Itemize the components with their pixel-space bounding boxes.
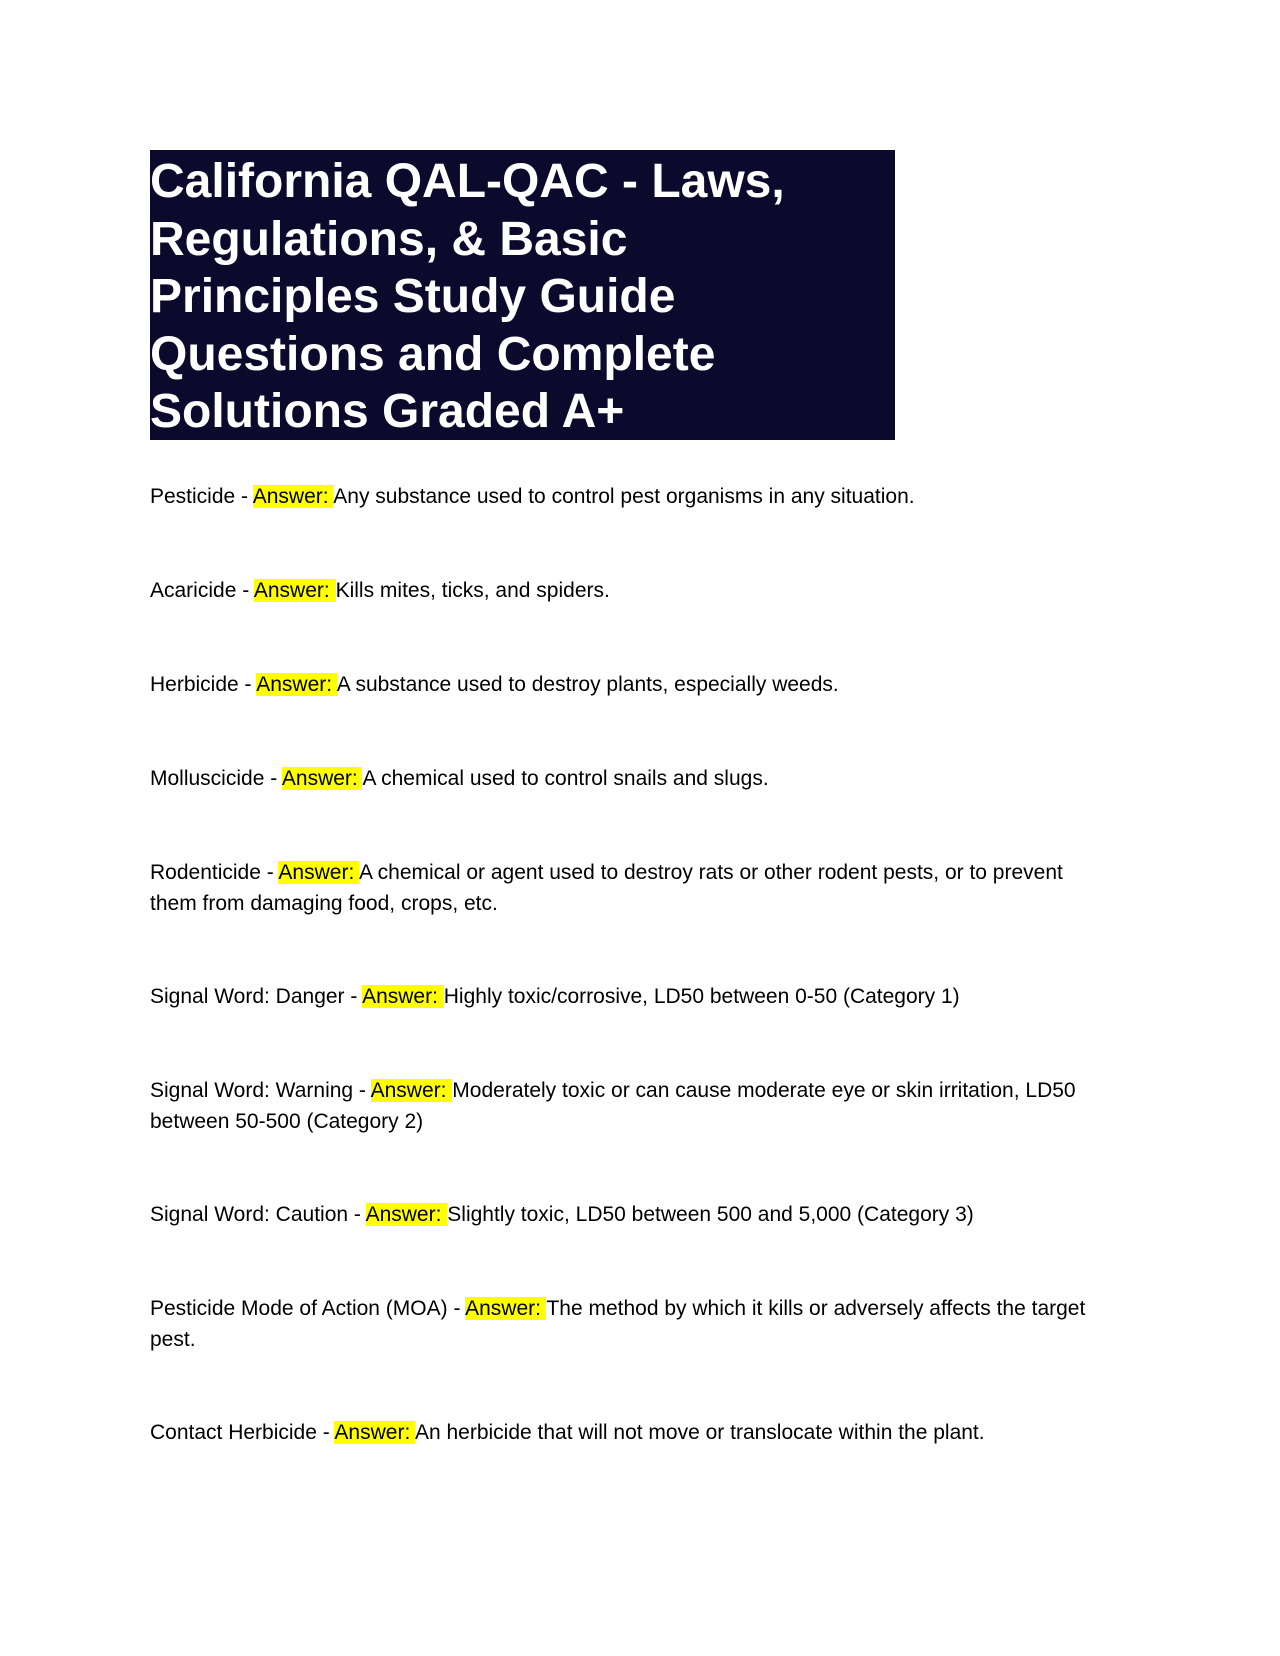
entry-term: Signal Word: Danger - xyxy=(150,985,363,1008)
answer-label: Answer: xyxy=(253,579,336,602)
qa-entry xyxy=(150,1294,1110,1355)
entry-term: Rodenticide - xyxy=(150,861,279,884)
entry-term: Signal Word: Caution - xyxy=(150,1203,366,1226)
entry-term: Pesticide - xyxy=(150,485,253,508)
qa-entry xyxy=(150,670,1110,701)
qa-entry xyxy=(150,982,1110,1013)
qa-entry xyxy=(150,858,1110,919)
entry-answer: A chemical used to control snails and slugs. xyxy=(362,767,769,790)
entry-term: Molluscicide - xyxy=(150,767,282,790)
entry-term: Contact Herbicide - xyxy=(150,1421,335,1444)
title-banner xyxy=(150,150,895,440)
entry-answer: Any substance used to control pest organisms in any situation. xyxy=(333,485,915,508)
entry-answer: Kills mites, ticks, and spiders. xyxy=(335,579,610,602)
entry-answer: A chemical or agent used to destroy rats or other rodent pests, or to prevent them from damaging food, crops, etc. xyxy=(150,861,1063,915)
qa-entry xyxy=(150,764,1110,795)
entry-answer: The method by which it kills or adversely affects the target pest. xyxy=(150,1297,1086,1351)
qa-entry xyxy=(150,576,1110,607)
answer-label: Answer: xyxy=(465,1297,547,1320)
document-title: California QAL-QAC - Laws, Regulations, & Basic Principles Study Guide Questions and Complete Solutions Graded A+ xyxy=(150,155,785,438)
entry-term: Acaricide - xyxy=(150,579,254,602)
entry-answer: A substance used to destroy plants, especially weeds. xyxy=(336,673,839,696)
answer-label: Answer: xyxy=(281,767,363,790)
qa-entry xyxy=(150,482,1110,513)
entry-answer: Slightly toxic, LD50 between 500 and 5,000 (Category 3) xyxy=(447,1203,974,1226)
answer-label: Answer: xyxy=(370,1079,453,1102)
qa-entry xyxy=(150,1200,1110,1231)
entry-answer: Highly toxic/corrosive, LD50 between 0-50 (Category 1) xyxy=(443,985,960,1008)
answer-label: Answer: xyxy=(278,861,359,884)
qa-entry xyxy=(150,1076,1110,1137)
entry-term: Pesticide Mode of Action (MOA) - xyxy=(150,1297,466,1320)
answer-label: Answer: xyxy=(252,485,334,508)
answer-label: Answer: xyxy=(362,985,444,1008)
entry-answer: Moderately toxic or can cause moderate eye or skin irritation, LD50 between 50-500 (Category 2) xyxy=(150,1079,1076,1133)
answer-label: Answer: xyxy=(365,1203,448,1226)
entry-answer: An herbicide that will not move or translocate within the plant. xyxy=(414,1421,985,1444)
answer-label: Answer: xyxy=(334,1421,415,1444)
qa-entry xyxy=(150,1418,1110,1449)
entry-term: Signal Word: Warning - xyxy=(150,1079,371,1102)
answer-label: Answer: xyxy=(256,673,337,696)
entry-term: Herbicide - xyxy=(150,673,257,696)
